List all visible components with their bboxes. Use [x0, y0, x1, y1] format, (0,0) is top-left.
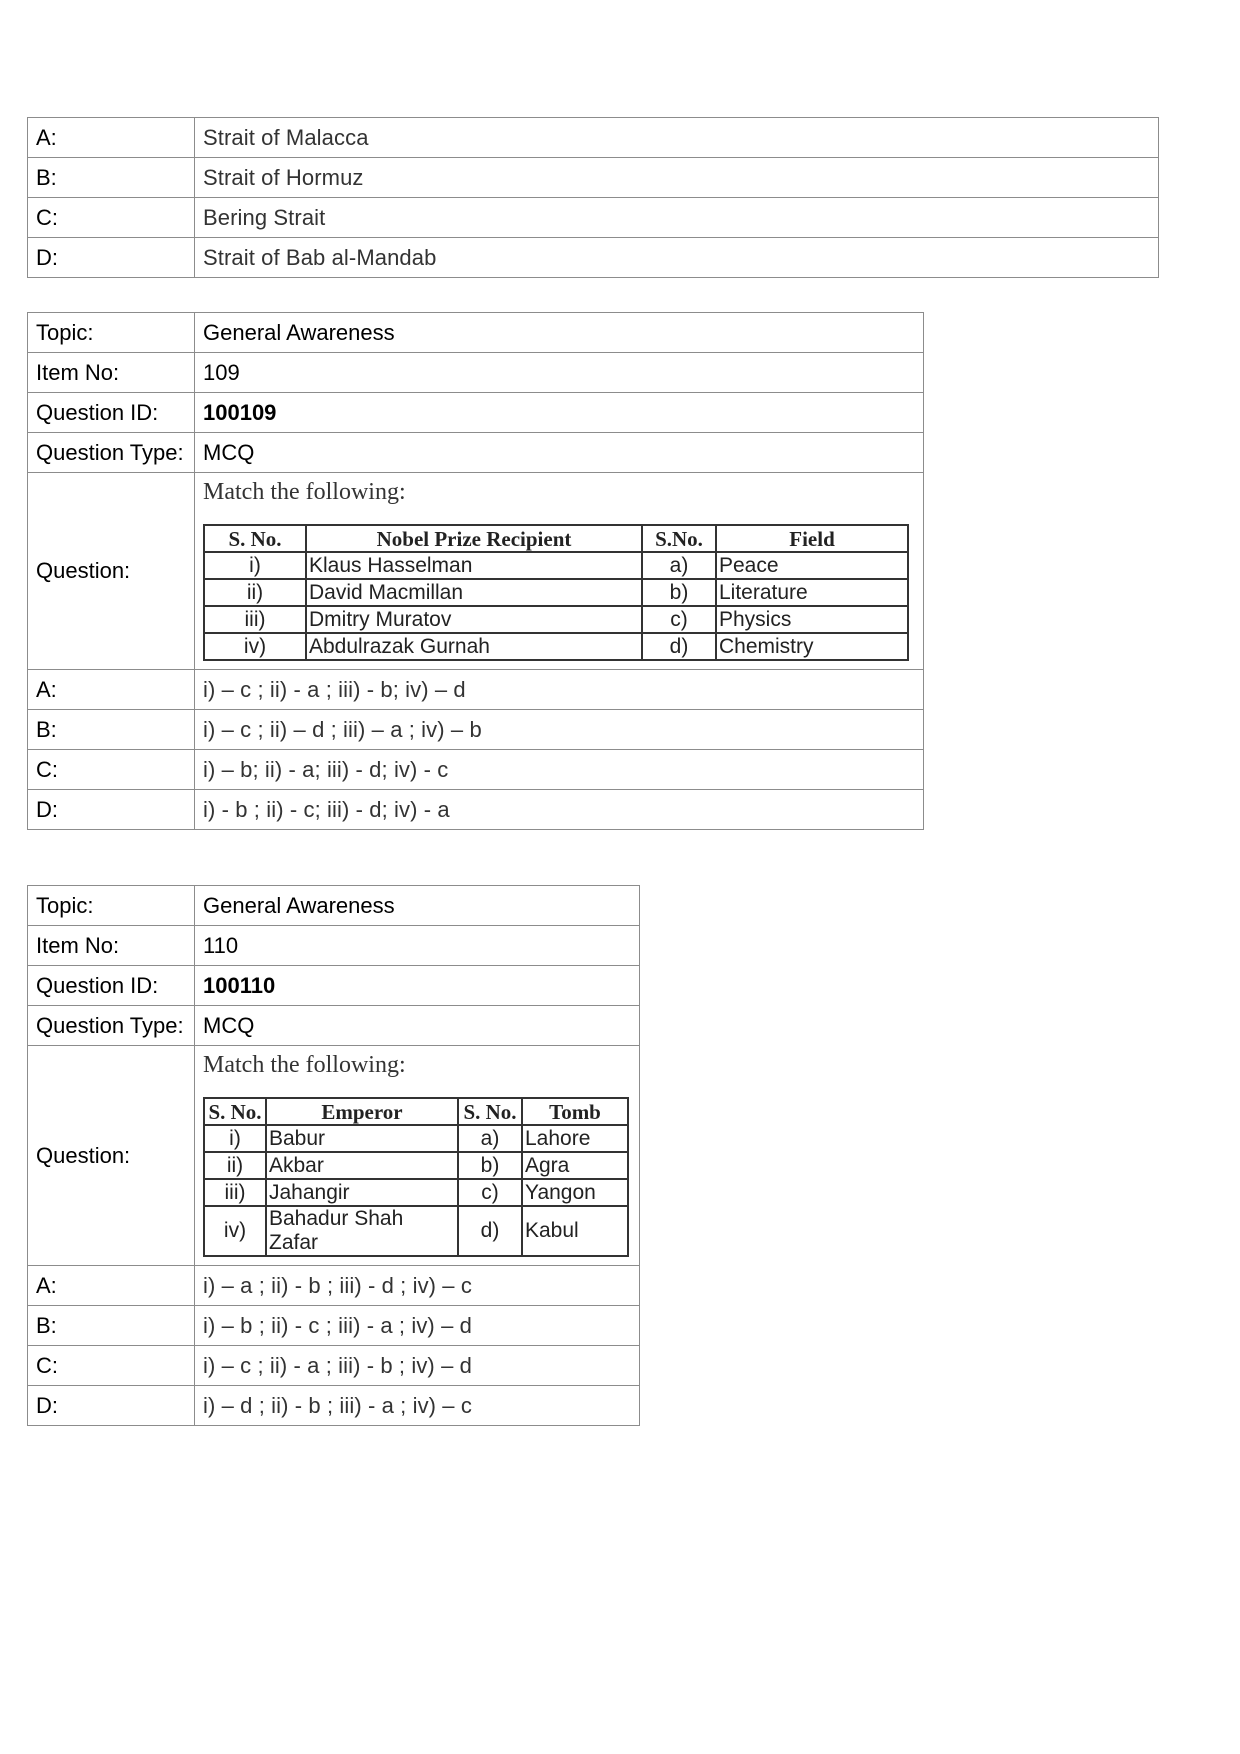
question-instruction: Match the following:	[203, 1052, 406, 1078]
option-label: A:	[28, 670, 195, 710]
match-table-row	[204, 633, 908, 660]
option-text: i) – c ; ii) – d ; iii) – a ; iv) – b	[195, 710, 924, 750]
match-table-header	[204, 525, 908, 552]
question-109-table	[27, 312, 924, 830]
question-id-row	[28, 393, 924, 433]
option-row-a	[28, 670, 924, 710]
cell-sno2: c)	[458, 1179, 522, 1206]
cell-tomb: Kabul	[522, 1206, 628, 1256]
cell-emperor: Jahangir	[266, 1179, 458, 1206]
option-text: i) – a ; ii) - b ; iii) - d ; iv) – c	[195, 1266, 640, 1306]
question-label: Question:	[28, 1046, 195, 1266]
cell-sno: i)	[204, 1125, 266, 1152]
question-row	[28, 1046, 640, 1266]
option-text: i) – d ; ii) - b ; iii) - a ; iv) – c	[195, 1386, 640, 1426]
cell-field: Chemistry	[716, 633, 908, 660]
cell-recipient: Abdulrazak Gurnah	[306, 633, 642, 660]
option-text: i) – b ; ii) - c ; iii) - a ; iv) – d	[195, 1306, 640, 1346]
topic-value: General Awareness	[195, 313, 924, 353]
match-table-row	[204, 579, 908, 606]
cell-recipient: Klaus Hasselman	[306, 552, 642, 579]
topic-label: Topic:	[28, 313, 195, 353]
cell-tomb: Lahore	[522, 1125, 628, 1152]
option-text: Strait of Hormuz	[195, 158, 1159, 198]
cell-sno: iii)	[204, 1179, 266, 1206]
cell-tomb: Yangon	[522, 1179, 628, 1206]
cell-sno2: d)	[642, 633, 716, 660]
cell-sno2: a)	[642, 552, 716, 579]
option-row-b	[28, 158, 1159, 198]
cell-sno: iii)	[204, 606, 306, 633]
match-table-header	[204, 1098, 628, 1125]
option-label: D:	[28, 790, 195, 830]
header-sno: S. No.	[204, 1098, 266, 1125]
question-body	[195, 473, 924, 670]
cell-sno: i)	[204, 552, 306, 579]
option-text: i) – c ; ii) - a ; iii) - b; iv) – d	[195, 670, 924, 710]
option-row-a	[28, 1266, 640, 1306]
question-type-value: MCQ	[195, 1006, 640, 1046]
cell-tomb: Agra	[522, 1152, 628, 1179]
option-row-c	[28, 1346, 640, 1386]
cell-emperor: Akbar	[266, 1152, 458, 1179]
question-row	[28, 473, 924, 670]
match-table-row	[204, 606, 908, 633]
cell-recipient: David Macmillan	[306, 579, 642, 606]
option-text: Strait of Bab al-Mandab	[195, 238, 1159, 278]
match-table-row	[204, 1152, 628, 1179]
item-no-label: Item No:	[28, 926, 195, 966]
option-text: i) - b ; ii) - c; iii) - d; iv) - a	[195, 790, 924, 830]
cell-field: Literature	[716, 579, 908, 606]
question-instruction: Match the following:	[203, 479, 406, 505]
header-sno2: S. No.	[458, 1098, 522, 1125]
question-type-row	[28, 1006, 640, 1046]
item-no-row	[28, 926, 640, 966]
match-table-row	[204, 1179, 628, 1206]
option-row-b	[28, 1306, 640, 1346]
question-type-label: Question Type:	[28, 1006, 195, 1046]
cell-sno2: c)	[642, 606, 716, 633]
question-body	[195, 1046, 640, 1266]
option-row-c	[28, 750, 924, 790]
cell-recipient: Dmitry Muratov	[306, 606, 642, 633]
option-label: C:	[28, 750, 195, 790]
option-text: i) – b; ii) - a; iii) - d; iv) - c	[195, 750, 924, 790]
question-type-value: MCQ	[195, 433, 924, 473]
option-row-d	[28, 1386, 640, 1426]
option-label: D:	[28, 1386, 195, 1426]
header-sno2: S.No.	[642, 525, 716, 552]
match-table	[203, 1097, 629, 1257]
question-id-value: 100109	[195, 393, 924, 433]
header-field: Field	[716, 525, 908, 552]
cell-emperor: Babur	[266, 1125, 458, 1152]
option-text: Strait of Malacca	[195, 118, 1159, 158]
option-text: i) – c ; ii) - a ; iii) - b ; iv) – d	[195, 1346, 640, 1386]
header-sno: S. No.	[204, 525, 306, 552]
header-recipient: Nobel Prize Recipient	[306, 525, 642, 552]
cell-sno: iv)	[204, 633, 306, 660]
question-label: Question:	[28, 473, 195, 670]
option-row-d	[28, 238, 1159, 278]
item-no-row	[28, 353, 924, 393]
option-label: B:	[28, 1306, 195, 1346]
option-label: A:	[28, 118, 195, 158]
question-id-value: 100110	[195, 966, 640, 1006]
previous-question-options-table	[27, 117, 1159, 278]
topic-row	[28, 886, 640, 926]
item-no-value: 110	[195, 926, 640, 966]
match-table-row	[204, 1125, 628, 1152]
option-label: B:	[28, 158, 195, 198]
cell-sno2: b)	[458, 1152, 522, 1179]
option-row-a	[28, 118, 1159, 158]
cell-sno: iv)	[204, 1206, 266, 1256]
option-row-c	[28, 198, 1159, 238]
topic-label: Topic:	[28, 886, 195, 926]
cell-field: Peace	[716, 552, 908, 579]
cell-sno2: b)	[642, 579, 716, 606]
question-type-row	[28, 433, 924, 473]
match-table-row	[204, 1206, 628, 1256]
option-label: D:	[28, 238, 195, 278]
item-no-label: Item No:	[28, 353, 195, 393]
topic-row	[28, 313, 924, 353]
match-table-row	[204, 552, 908, 579]
question-id-label: Question ID:	[28, 393, 195, 433]
cell-emperor: Bahadur Shah Zafar	[266, 1206, 458, 1256]
option-row-b	[28, 710, 924, 750]
cell-sno2: d)	[458, 1206, 522, 1256]
option-label: C:	[28, 1346, 195, 1386]
cell-sno2: a)	[458, 1125, 522, 1152]
question-id-label: Question ID:	[28, 966, 195, 1006]
item-no-value: 109	[195, 353, 924, 393]
question-type-label: Question Type:	[28, 433, 195, 473]
header-tomb: Tomb	[522, 1098, 628, 1125]
cell-sno: ii)	[204, 1152, 266, 1179]
option-label: A:	[28, 1266, 195, 1306]
topic-value: General Awareness	[195, 886, 640, 926]
question-id-row	[28, 966, 640, 1006]
option-label: C:	[28, 198, 195, 238]
cell-sno: ii)	[204, 579, 306, 606]
header-emperor: Emperor	[266, 1098, 458, 1125]
option-row-d	[28, 790, 924, 830]
question-110-table	[27, 885, 640, 1426]
option-label: B:	[28, 710, 195, 750]
cell-field: Physics	[716, 606, 908, 633]
option-text: Bering Strait	[195, 198, 1159, 238]
match-table	[203, 524, 909, 661]
